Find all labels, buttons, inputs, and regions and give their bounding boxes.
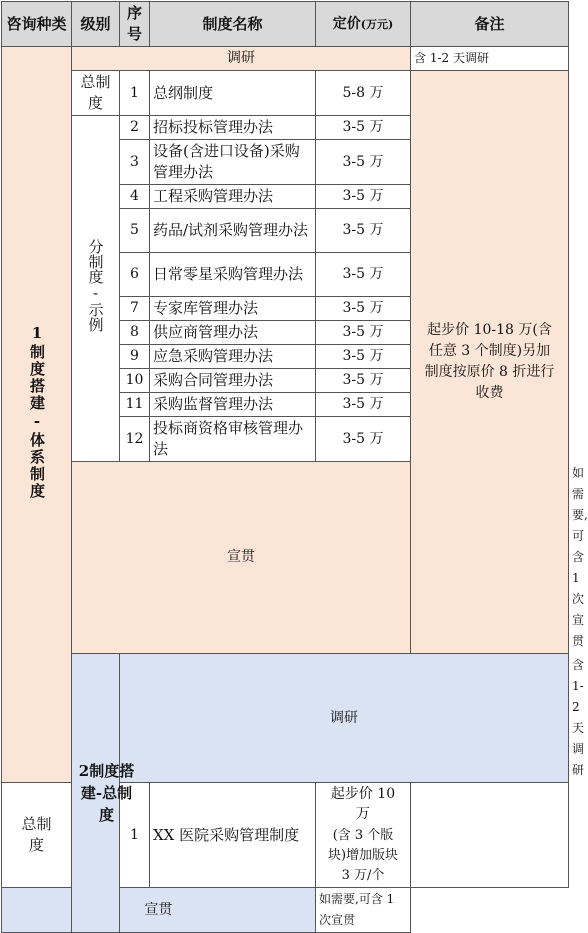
row-name: 招标投标管理办法 xyxy=(150,116,316,140)
section1-level-sub xyxy=(72,116,120,462)
section1-category xyxy=(2,47,72,783)
section1-research-row xyxy=(2,47,569,71)
row-price: 3-5 万 xyxy=(316,116,411,140)
row-name: XX 医院采购管理制度 xyxy=(150,783,316,888)
row-price: 5-8 万 xyxy=(316,71,411,116)
row-name: 工程采购管理办法 xyxy=(150,185,316,209)
section2-price-start: 起步价 10 万 xyxy=(330,786,396,822)
pricing-table xyxy=(1,1,588,933)
section2-level-general-text: 总制度 xyxy=(21,815,52,854)
row-price: 3-5 万 xyxy=(316,369,411,393)
header-price-unit: (万元) xyxy=(360,17,394,31)
section2-research-label: 调研 xyxy=(120,654,569,783)
row-seq: 9 xyxy=(120,345,150,369)
row-seq: 8 xyxy=(120,321,150,345)
header-category: 咨询种类 xyxy=(2,2,72,47)
row-price: 3-5 万 xyxy=(316,393,411,417)
section1-level-sub-text: 分制度-示例 xyxy=(86,239,105,332)
section1-pricing-note xyxy=(411,71,569,654)
row-price: 3-5 万 xyxy=(316,253,411,297)
table-row xyxy=(2,71,569,116)
section2-publicity-label: 宣贯 xyxy=(2,888,316,933)
section1-category-text: 1制度搭建-体系制度 xyxy=(28,323,46,500)
row-name: 应急采购管理办法 xyxy=(150,345,316,369)
header-name: 制度名称 xyxy=(150,2,316,47)
row-price: 3-5 万 xyxy=(316,140,411,185)
section2-research-row: 2制度搭建-总制度 调研 含 1-2 天调研 xyxy=(2,654,569,783)
row-name: 专家库管理办法 xyxy=(150,297,316,321)
row-price: 3-5 万 xyxy=(316,297,411,321)
row-name: 投标商资格审核管理办法 xyxy=(150,417,316,462)
section1-publicity-label: 宣贯 xyxy=(72,462,411,654)
row-price: 3-5 万 xyxy=(316,345,411,369)
section1-research-label: 调研 xyxy=(72,47,411,71)
row-price: 3-5 万 xyxy=(316,417,411,462)
section2-publicity-row xyxy=(2,888,569,933)
header-price-label: 定价 xyxy=(332,15,361,32)
header-level: 级别 xyxy=(72,2,120,47)
row-price: 3-5 万 xyxy=(316,185,411,209)
section1-research-note: 含 1-2 天调研 xyxy=(411,47,569,71)
row-name: 供应商管理办法 xyxy=(150,321,316,345)
section2-level-general xyxy=(2,783,72,888)
row-name: 日常零星采购管理办法 xyxy=(150,253,316,297)
row-name: 药品/试剂采购管理办法 xyxy=(150,209,316,253)
header-note: 备注 xyxy=(411,2,569,47)
row-seq: 2 xyxy=(120,116,150,140)
row-name: 采购监督管理办法 xyxy=(150,393,316,417)
section1-level-general xyxy=(72,71,120,116)
row-name: 总纲制度 xyxy=(150,71,316,116)
row-seq: 4 xyxy=(120,185,150,209)
header-price xyxy=(316,2,411,47)
section1-level-general-text: 总制度 xyxy=(80,73,111,112)
section2-publicity-note: 如需要,可含 1 次宣贯 xyxy=(316,888,411,933)
row-seq: 5 xyxy=(120,209,150,253)
section1-pricing-note-text: 起步价 10-18 万(含任意 3 个制度)另加制度按原价 8 折进行收费 xyxy=(424,322,555,401)
row-seq: 11 xyxy=(120,393,150,417)
section2-category-text: 2制度搭建-总制度 xyxy=(78,761,135,824)
row-seq: 1 xyxy=(120,71,150,116)
row-name: 采购合同管理办法 xyxy=(150,369,316,393)
section1-publicity-row: 宣贯 如需要,可含 1 次宣贯 xyxy=(2,462,569,654)
row-seq: 6 xyxy=(120,253,150,297)
row-seq: 12 xyxy=(120,417,150,462)
row-seq: 10 xyxy=(120,369,150,393)
section2-price xyxy=(316,783,411,888)
section2-note-empty xyxy=(411,783,569,888)
row-price: 3-5 万 xyxy=(316,209,411,253)
row-price: 3-5 万 xyxy=(316,321,411,345)
row-seq: 7 xyxy=(120,297,150,321)
header-seq: 序号 xyxy=(120,2,150,47)
row-seq: 3 xyxy=(120,140,150,185)
header-row xyxy=(2,2,569,47)
row-name: 设备(含进口设备)采购管理办法 xyxy=(150,140,316,185)
row-seq: 1 xyxy=(120,783,150,888)
section2-price-extra: (含 3 个版块)增加版块 3 万/个 xyxy=(327,828,399,883)
